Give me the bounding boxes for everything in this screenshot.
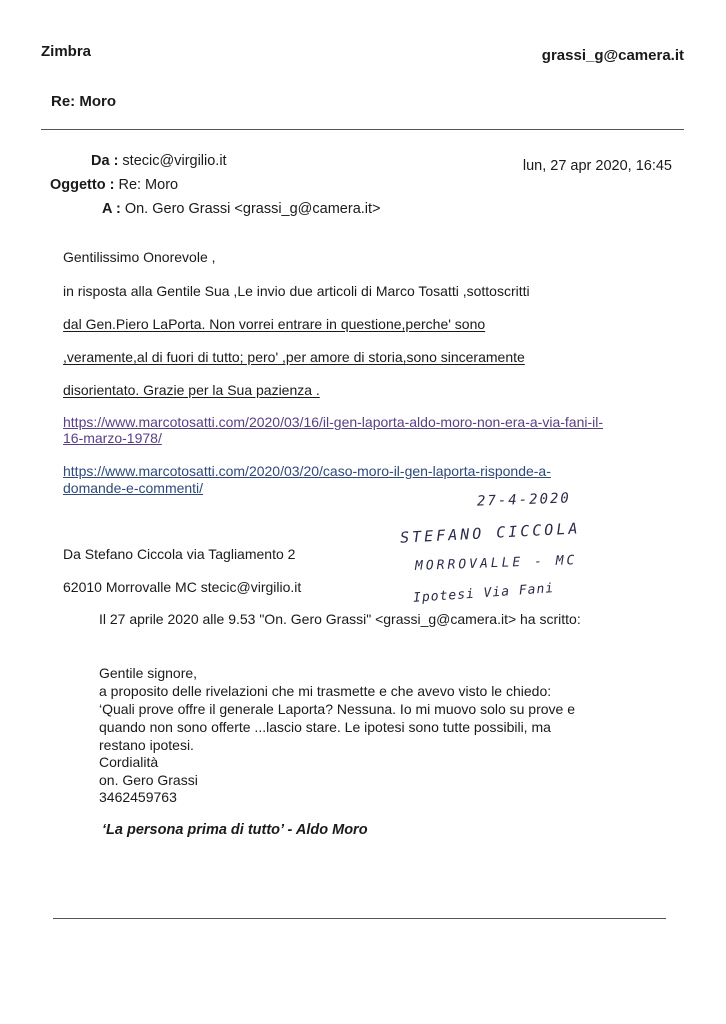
message-date: lun, 27 apr 2020, 16:45 [522,158,672,174]
article-link-1[interactable]: https://www.marcotosatti.com/2020/03/16/il-gen-laporta-aldo-moro-non-era-a-via-fani-il- [63,414,604,430]
quoted-line: quando non sono offerte ...lascio stare. Le ipotesi sono tutte possibili, ma [99,719,551,735]
body-line-2: dal Gen.Piero LaPorta. Non vorrei entrare in questione,perche' sono [63,316,486,332]
body-line-3: ,veramente,al di fuori di tutto; pero' ,per amore di storia,sono sinceramente [63,349,525,365]
article-link-2-cont[interactable]: domande-e-commenti/ [63,480,204,496]
footer-divider [53,918,666,919]
app-name: Zimbra [41,43,92,60]
quoted-line: on. Gero Grassi [99,772,198,788]
quoted-line: Gentile signore, [99,665,198,681]
article-link-2[interactable]: https://www.marcotosatti.com/2020/03/20/caso-moro-il-gen-laporta-risponde-a- [63,463,551,479]
to-row [102,201,381,217]
body-line-4: disorientato. Grazie per la Sua pazienza . [63,382,320,398]
to-label: A : [102,201,121,217]
from-label: Da : [91,153,119,169]
subject-label: Oggetto : [50,177,115,193]
sender-contact: 62010 Morrovalle MC stecic@virgilio.it [63,579,302,595]
handwritten-note: Ipotesi Via Fani [412,581,555,606]
quoted-line: restano ipotesi. [99,737,194,753]
from-value: stecic@virgilio.it [118,153,227,169]
handwritten-place: MORROVALLE - MC [414,553,578,574]
handwritten-name: STEFANO CICCOLA [399,519,581,547]
signature-quote: ‘La persona prima di tutto’ - Aldo Moro [102,822,368,838]
subject-heading: Re: Moro [51,93,116,110]
header-divider [41,129,684,130]
quoted-line: Cordialità [99,754,159,770]
article-link-1-cont[interactable]: 16-marzo-1978/ [63,430,162,446]
subject-row [50,177,178,193]
handwritten-date: 27-4-2020 [476,490,572,510]
from-row [91,153,227,169]
sender-address: Da Stefano Ciccola via Tagliamento 2 [63,546,296,562]
account-email: grassi_g@camera.it [541,47,684,64]
to-value: On. Gero Grassi <grassi_g@camera.it> [120,201,381,217]
body-line-1: in risposta alla Gentile Sua ,Le invio due articoli di Marco Tosatti ,sottoscritti [63,283,530,299]
quoted-line: a proposito delle rivelazioni che mi trasmette e che avevo visto le chiedo: [99,683,552,699]
quoted-line: 3462459763 [99,789,177,805]
quoted-line: ‘Quali prove offre il generale Laporta? Nessuna. Io mi muovo solo su prove e [99,701,576,717]
subject-value: Re: Moro [114,177,179,193]
quoted-intro: Il 27 aprile 2020 alle 9.53 "On. Gero Grassi" <grassi_g@camera.it> ha scritto: [99,611,581,627]
greeting: Gentilissimo Onorevole , [63,249,216,265]
